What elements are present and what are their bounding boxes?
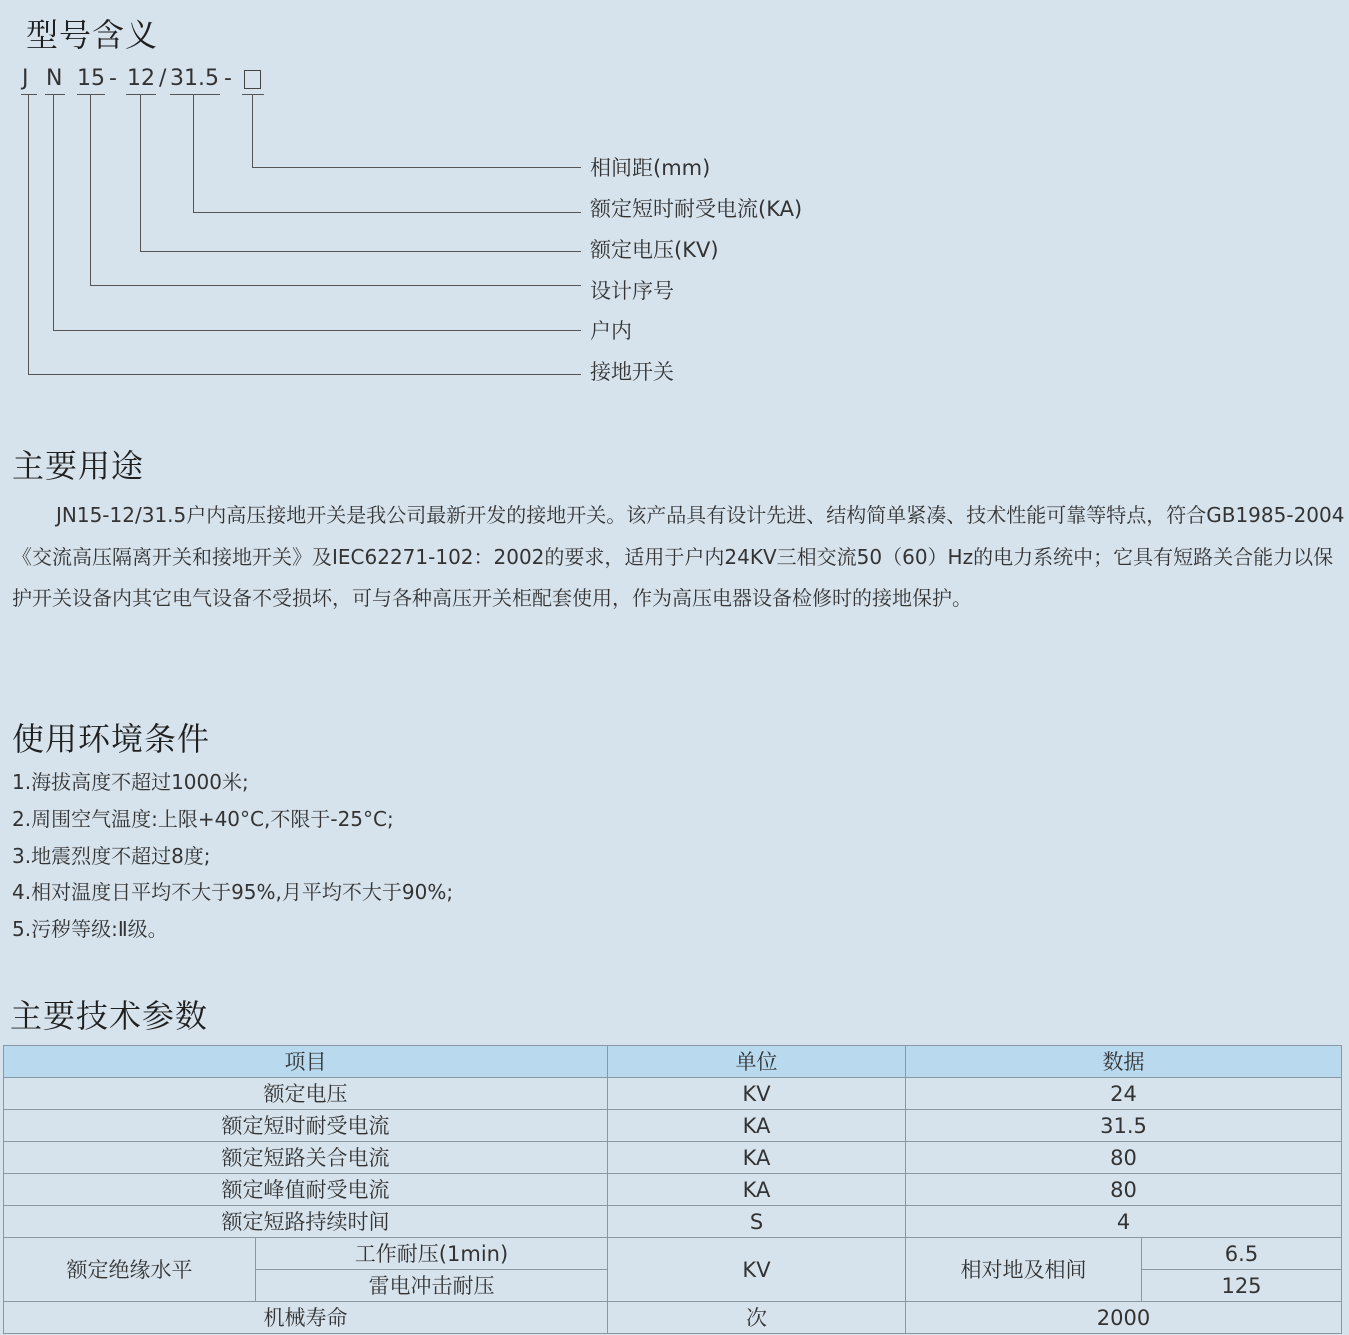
underline-box <box>242 94 264 95</box>
cell-item: 额定峰值耐受电流 <box>4 1174 608 1206</box>
code-design: 15 <box>77 66 105 91</box>
tech-params-table <box>3 1045 1342 1334</box>
model-meaning-heading: 型号含义 <box>26 16 159 54</box>
label-design-no: 设计序号 <box>590 279 674 303</box>
cell-value: 31.5 <box>906 1110 1342 1142</box>
cell-lightning-value: 125 <box>1142 1270 1342 1302</box>
table-row <box>4 1174 1342 1206</box>
underline-j <box>21 94 37 95</box>
connector-j-h <box>28 374 581 375</box>
cell-unit: KA <box>608 1110 906 1142</box>
cell-unit: KA <box>608 1142 906 1174</box>
cell-value: 4 <box>906 1206 1342 1238</box>
connector-current-h <box>193 212 581 213</box>
connector-voltage-v <box>140 94 141 251</box>
connector-design-h <box>90 285 581 286</box>
env-item: 4.相对温度日平均不大于95%,月平均不大于90%; <box>12 880 454 904</box>
env-item: 3.地震烈度不超过8度; <box>12 844 211 868</box>
underline-design <box>77 94 105 95</box>
cell-unit: KV <box>608 1078 906 1110</box>
table-row-insulation <box>4 1238 1342 1270</box>
cell-value: 80 <box>906 1142 1342 1174</box>
connector-n-h <box>53 330 581 331</box>
cell-unit: S <box>608 1206 906 1238</box>
connector-current-v <box>193 94 194 212</box>
header-data: 数据 <box>906 1046 1342 1078</box>
connector-box-v <box>252 94 253 167</box>
table-row <box>4 1110 1342 1142</box>
connector-j-v <box>28 94 29 374</box>
cell-insulation-scope: 相对地及相间 <box>906 1238 1142 1302</box>
env-item: 1.海拔高度不超过1000米; <box>12 770 249 794</box>
code-j: J <box>22 66 29 91</box>
cell-value: 24 <box>906 1078 1342 1110</box>
cell-item: 额定短路关合电流 <box>4 1142 608 1174</box>
label-indoor: 户内 <box>590 319 632 343</box>
connector-voltage-h <box>140 251 581 252</box>
label-phase-distance: 相间距(mm) <box>590 156 711 180</box>
code-slash: / <box>159 66 167 91</box>
env-item: 5.污秽等级:Ⅱ级。 <box>12 917 168 941</box>
underline-voltage <box>126 94 156 95</box>
tech-params-heading: 主要技术参数 <box>10 997 209 1035</box>
cell-item: 机械寿命 <box>4 1302 608 1334</box>
cell-item: 额定短路持续时间 <box>4 1206 608 1238</box>
cell-value: 2000 <box>906 1302 1342 1334</box>
code-placeholder-box <box>244 70 261 89</box>
table-header-row <box>4 1046 1342 1078</box>
label-rated-voltage: 额定电压(KV) <box>590 238 719 262</box>
code-current: 31.5 <box>170 66 219 91</box>
main-use-heading: 主要用途 <box>12 447 145 485</box>
cell-unit: 次 <box>608 1302 906 1334</box>
cell-lightning: 雷电冲击耐压 <box>256 1270 608 1302</box>
cell-item: 额定电压 <box>4 1078 608 1110</box>
table-row <box>4 1206 1342 1238</box>
connector-design-v <box>90 94 91 285</box>
header-unit: 单位 <box>608 1046 906 1078</box>
table-row <box>4 1142 1342 1174</box>
main-use-paragraph <box>12 495 1349 620</box>
code-n: N <box>46 66 63 91</box>
underline-n <box>45 94 65 95</box>
cell-unit: KA <box>608 1174 906 1206</box>
connector-n-v <box>53 94 54 330</box>
environment-heading: 使用环境条件 <box>12 720 211 758</box>
underline-current <box>170 94 220 95</box>
cell-item: 额定短时耐受电流 <box>4 1110 608 1142</box>
header-item: 项目 <box>4 1046 608 1078</box>
cell-value: 80 <box>906 1174 1342 1206</box>
code-voltage: 12 <box>127 66 155 91</box>
main-use-text: JN15-12/31.5户内高压接地开关是我公司最新开发的接地开关。该产品具有设计先进、结构简单紧凑、技术性能可靠等特点，符合GB1985-2004《交流高压隔离开关和接地开关》及IEC62271-102：2002的要求，适用于户内24KV三相交流50（60）Hz的电力系统中；它具有短路关合能力以保护开关设备内其它电气设备不受损坏，可与各种高压开关柜配套使用，作为高压电器设备检修时的接地保护。 <box>12 503 1345 610</box>
table-row <box>4 1078 1342 1110</box>
cell-power-freq-value: 6.5 <box>1142 1238 1342 1270</box>
code-dash1: - <box>109 66 117 91</box>
env-item: 2.周围空气温度:上限+40°C,不限于-25°C; <box>12 807 394 831</box>
cell-insulation-unit: KV <box>608 1238 906 1302</box>
connector-box-h <box>252 167 581 168</box>
table-row <box>4 1302 1342 1334</box>
label-earthing-switch: 接地开关 <box>590 360 674 384</box>
code-dash2: - <box>224 66 232 91</box>
cell-power-freq: 工作耐压(1min) <box>256 1238 608 1270</box>
cell-insulation-label: 额定绝缘水平 <box>4 1238 256 1302</box>
label-short-time-current: 额定短时耐受电流(KA) <box>590 197 803 221</box>
